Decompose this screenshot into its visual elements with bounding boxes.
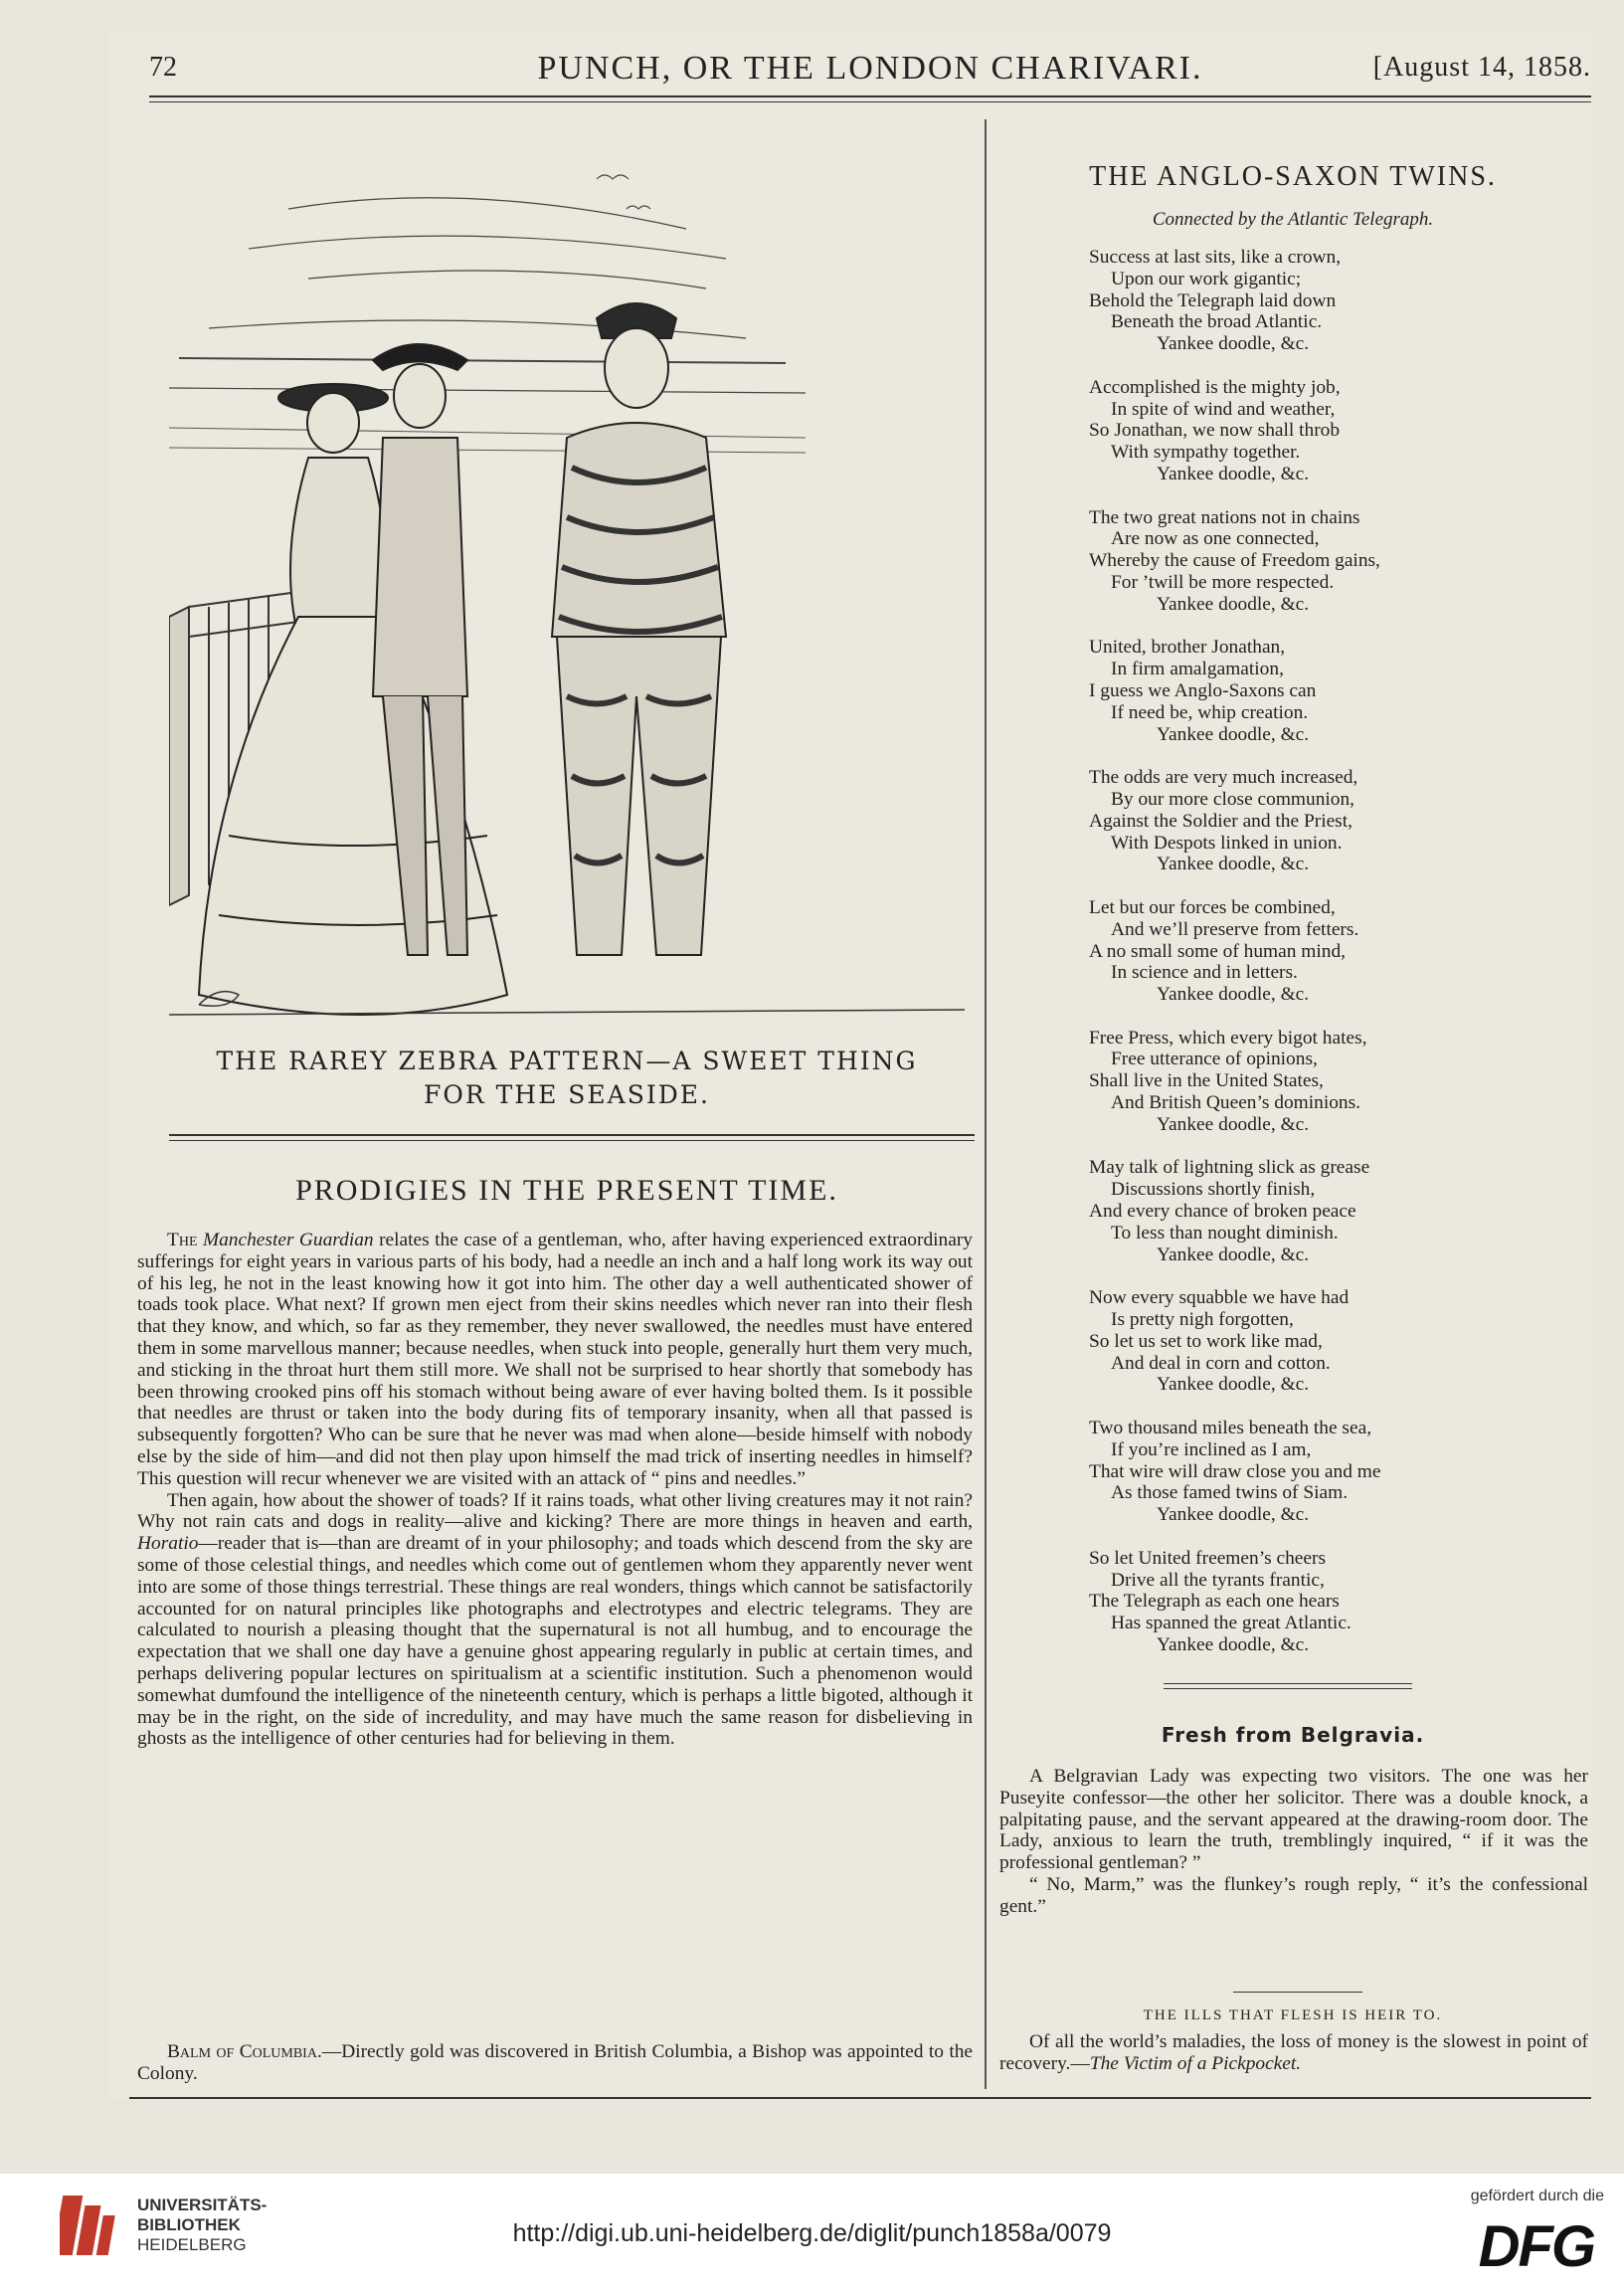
poem-line: With Despots linked in union. xyxy=(1111,832,1343,854)
poem-line: In spite of wind and weather, xyxy=(1111,398,1336,420)
poem-line: Whereby the cause of Freedom gains, xyxy=(1089,550,1380,572)
poem-refrain: Yankee doodle, &c. xyxy=(1157,1634,1310,1655)
newspaper-name: Manchester Guardian xyxy=(202,1230,374,1250)
poem-stanza xyxy=(1089,247,1586,355)
poem-line: Success at last sits, like a crown, xyxy=(1089,247,1342,268)
poem-stanza xyxy=(1089,377,1586,485)
poem-line: Free utterance of opinions, xyxy=(1111,1049,1318,1070)
funded-by-label: gefördert durch die xyxy=(1470,2188,1604,2204)
header-rule xyxy=(149,95,1591,97)
page-number: 72 xyxy=(149,52,177,83)
poem-line: So let United freemen’s cheers xyxy=(1089,1547,1326,1569)
poem-refrain: Yankee doodle, &c. xyxy=(1157,1374,1310,1396)
poem-line: So Jonathan, we now shall throb xyxy=(1089,420,1341,442)
poem-line: The odds are very much increased, xyxy=(1089,767,1358,789)
ills-title: THE ILLS THAT FLESH IS HEIR TO. xyxy=(1143,2007,1443,2023)
italic-name: Horatio xyxy=(137,1533,199,1555)
poem-line: I guess we Anglo-Saxons can xyxy=(1089,679,1317,701)
poem-line: If you’re inclined as I am, xyxy=(1111,1438,1312,1460)
short-rule xyxy=(1233,1992,1362,1993)
poem-line: Shall live in the United States, xyxy=(1089,1070,1324,1092)
poem-line: Drive all the tyrants frantic, xyxy=(1111,1569,1325,1591)
poem-line: A no small some of human mind, xyxy=(1089,940,1346,962)
source-url-link[interactable]: http://digi.ub.uni-heidelberg.de/diglit/punch1858a/0079 xyxy=(512,2219,1112,2247)
paragraph-text: —reader that is—than are dreamt of in your philosophy; and toads which descend from the sky are some of those celestial things, and needles which come out of gentlemen whom they apparently never went into are some of those things terrestrial. These things are real wonders, things which cannot be satisfactorily accounted for on natural principles like photographs and electrotypes and electric telegrams. They are calculated to nourish a pleasing thought that the supernatural is not all humbug, and to encourage the expectation that we shall one day have a genuine ghost appearing regularly in public at certain times, and perhaps delivering popular lectures on spiritualism at a scientific institution. Such a phenomenon would somewhat dumfound the intelligence of the nineteenth century, which is perhaps a little bigoted, although it may be in the right, on the side of incredulity, and may have much the same reason for disbelieving in ghosts as the intelligence of other centuries had for believing in them. xyxy=(137,1533,973,1750)
poem-line: In firm amalgamation, xyxy=(1111,659,1284,680)
fresh-paragraph-1: A Belgravian Lady was expecting two visitors. The one was her Puseyite confessor—the other her solicitor. There was a double knock, a palpitating pause, and the servant appeared at the drawing-room door. The Lady, anxious to learn the truth, tremblingly inquired, “ if it was the professional gentleman? ” xyxy=(999,1766,1588,1874)
poem-line: And British Queen’s dominions. xyxy=(1111,1092,1360,1114)
prodigies-article xyxy=(137,1230,973,1750)
poem-stanza xyxy=(1089,1287,1586,1396)
dfg-logo: DFG xyxy=(1478,2214,1594,2279)
poem-refrain: Yankee doodle, &c. xyxy=(1157,1243,1310,1265)
poem-refrain: Yankee doodle, &c. xyxy=(1157,1504,1310,1526)
paragraph-text: Then again, how about the shower of toads? If it rains toads, what other living creatures may it not rain? Why not rain cats and dogs in reality—alive and kicking? There are more things in heaven and earth, xyxy=(137,1489,973,1533)
ills-article xyxy=(999,2031,1588,2075)
section-rule-thin xyxy=(169,1140,975,1141)
poem-line: So let us set to work like mad, xyxy=(1089,1330,1323,1352)
balm-text: —Directly gold was discovered in British Columbia, a Bishop was appointed to the Colony. xyxy=(137,2041,974,2084)
poem-stanza xyxy=(1089,1157,1586,1265)
poem-line: If need be, whip creation. xyxy=(1111,701,1309,723)
poem-line: Are now as one connected, xyxy=(1111,528,1320,550)
paragraph-text: relates the case of a gentleman, who, after having experienced extraordinary sufferings for eight years in various parts of his body, had a needle an inch and a half long work its way out of his leg, he not in the least knowing how it got into him. The other day a well authenticated shower of toads took place. What next? If grown men eject from their skins needles which never ran into their flesh that they know, and which, so far as they remember, they never swallowed, the needles must have entered them in some marvellous manner; because needles, when stuck into people, generally hurt them very much, and sticking in the throat hurt them still more. We shall not be surprised to hear shortly that somebody has been throwing crooked pins off his stomach without being aware of ever having bolted them. Is it possible that needles are thrust or taken into the body during fits of temporary insanity, when all that passed is subsequently forgotten? Who can be sure that he never was mad when alone—beside himself with nobody else by the side of him—and did not then play upon himself the mad trick of inserting needles in himself? This question will recur whenever we are visited with an attack of “ pins and needles.” xyxy=(137,1230,973,1489)
poem-line: Free Press, which every bigot hates, xyxy=(1089,1027,1367,1049)
poem-body xyxy=(1089,247,1586,1678)
poem-line: Now every squabble we have had xyxy=(1089,1287,1350,1309)
poem-line: For ’twill be more respected. xyxy=(1111,571,1335,593)
fresh-title: Fresh from Belgravia. xyxy=(1161,1723,1425,1747)
poem-line: And we’ll preserve from fetters. xyxy=(1111,918,1359,940)
poem-refrain: Yankee doodle, &c. xyxy=(1157,723,1310,745)
column-divider xyxy=(985,119,987,2089)
ills-text: Of all the world’s maladies, the loss of money is the slowest in point of recovery.— xyxy=(999,2031,1588,2074)
library-line-1: UNIVERSITÄTS- xyxy=(137,2195,268,2214)
footer-rule xyxy=(129,2097,1591,2099)
poem-stanza xyxy=(1089,1418,1586,1526)
caption-line-1: THE RAREY ZEBRA PATTERN—A SWEET THING xyxy=(216,1047,918,1075)
poem-stanza xyxy=(1089,1548,1586,1656)
poem-line: With sympathy together. xyxy=(1111,442,1301,464)
poem-line: Has spanned the great Atlantic. xyxy=(1111,1613,1352,1634)
prodigies-paragraph-1 xyxy=(137,1230,973,1490)
poem-line: The Telegraph as each one hears xyxy=(1089,1591,1340,1613)
poem-line: And every chance of broken peace xyxy=(1089,1201,1356,1223)
poem-stanza xyxy=(1089,897,1586,1006)
poem-line: Discussions shortly finish, xyxy=(1111,1179,1316,1201)
library-line-2: BIBLIOTHEK xyxy=(137,2215,241,2234)
masthead-title: PUNCH, OR THE LONDON CHARIVARI. xyxy=(537,50,1203,87)
digitization-footer xyxy=(0,2174,1624,2290)
poem-refrain: Yankee doodle, &c. xyxy=(1157,333,1310,355)
poem-line: Upon our work gigantic; xyxy=(1111,268,1302,289)
dropcap-word: The xyxy=(167,1230,198,1250)
section-rule xyxy=(169,1134,975,1136)
poem-refrain: Yankee doodle, &c. xyxy=(1157,463,1310,484)
poem-line: Accomplished is the mighty job, xyxy=(1089,376,1341,398)
poem-title: THE ANGLO-SAXON TWINS. xyxy=(1089,161,1497,192)
cartoon-caption xyxy=(149,1045,985,1112)
poem-refrain: Yankee doodle, &c. xyxy=(1157,984,1310,1006)
poem-refrain: Yankee doodle, &c. xyxy=(1157,1113,1310,1135)
poem-subtitle: Connected by the Atlantic Telegraph. xyxy=(1152,209,1434,230)
page-header xyxy=(149,42,1591,101)
poem-stanza xyxy=(1089,507,1586,616)
poem-end-rule-2 xyxy=(1164,1688,1412,1689)
zebra-suit-figure xyxy=(552,303,726,955)
poem-line: And deal in corn and cotton. xyxy=(1111,1352,1331,1374)
fresh-article xyxy=(999,1766,1588,1918)
poem-line: To less than nought diminish. xyxy=(1111,1222,1339,1243)
poem-line: Is pretty nigh forgotten, xyxy=(1111,1309,1294,1331)
poem-line: May talk of lightning slick as grease xyxy=(1089,1157,1370,1179)
poem-stanza xyxy=(1089,767,1586,875)
poem-end-rule xyxy=(1164,1683,1412,1684)
poem-line: Beneath the broad Atlantic. xyxy=(1111,311,1323,333)
header-rule-thin xyxy=(149,101,1591,102)
caption-line-2: FOR THE SEASIDE. xyxy=(424,1080,710,1109)
prodigies-title: PRODIGIES IN THE PRESENT TIME. xyxy=(295,1174,838,1207)
issue-date: [August 14, 1858. xyxy=(1372,52,1591,83)
poem-line: Behold the Telegraph laid down xyxy=(1089,289,1337,311)
cartoon-illustration xyxy=(169,139,965,1045)
poem-line: By our more close communion, xyxy=(1111,788,1355,810)
poem-line: Two thousand miles beneath the sea, xyxy=(1089,1418,1372,1439)
newspaper-page xyxy=(109,30,1591,2099)
poem-refrain: Yankee doodle, &c. xyxy=(1157,593,1310,615)
poem-line: United, brother Jonathan, xyxy=(1089,637,1286,659)
library-line-3: HEIDELBERG xyxy=(137,2235,247,2254)
fresh-paragraph-2: “ No, Marm,” was the flunkey’s rough reply, “ it’s the confessional gent.” xyxy=(999,1873,1588,1917)
poem-line: Against the Soldier and the Priest, xyxy=(1089,810,1353,832)
balm-lead: Balm of Columbia. xyxy=(167,2041,322,2062)
poem-stanza xyxy=(1089,637,1586,745)
poem-line: The two great nations not in chains xyxy=(1089,506,1360,528)
poem-line: In science and in letters. xyxy=(1111,962,1298,984)
balm-item xyxy=(137,2041,973,2085)
poem-line: That wire will draw close you and me xyxy=(1089,1460,1381,1482)
prodigies-paragraph-2 xyxy=(137,1490,973,1751)
poem-refrain: Yankee doodle, &c. xyxy=(1157,854,1310,875)
poem-stanza xyxy=(1089,1028,1586,1136)
poem-line: Let but our forces be combined, xyxy=(1089,896,1336,918)
poem-line: As those famed twins of Siam. xyxy=(1111,1482,1349,1504)
ills-signature: The Victim of a Pickpocket. xyxy=(1089,2052,1302,2074)
